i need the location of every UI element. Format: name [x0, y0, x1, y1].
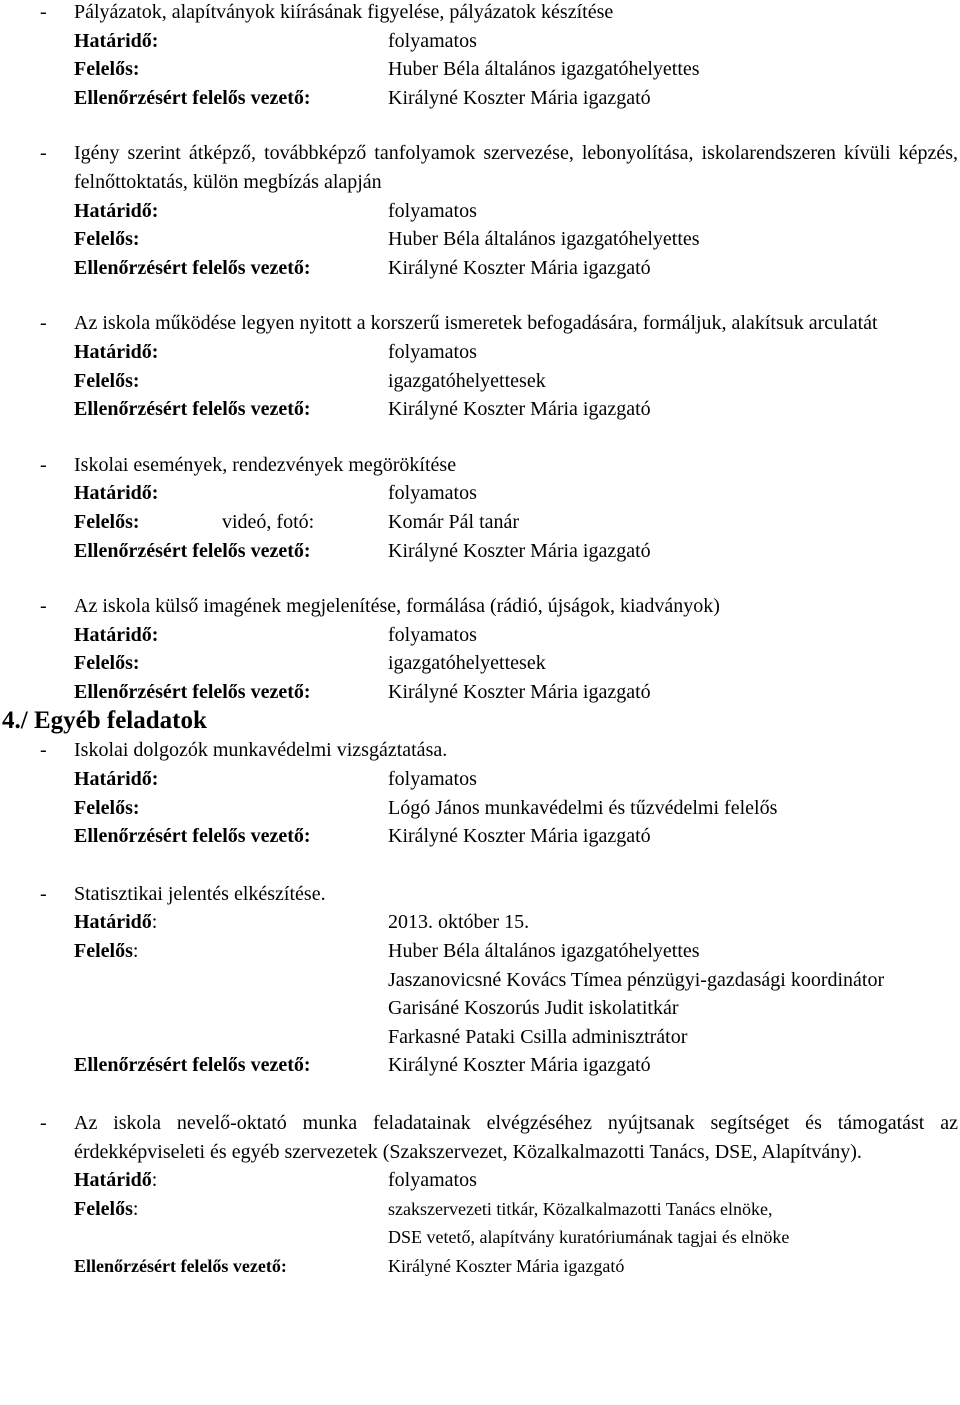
deadline-row	[0, 908, 960, 937]
supervisor-row	[0, 254, 960, 283]
responsible-value: Jaszanovicsné Kovács Tímea pénzügyi-gazdasági koordinátor	[388, 968, 885, 991]
supervisor-row	[0, 537, 960, 566]
task-item	[0, 139, 960, 196]
responsible-list	[388, 1195, 958, 1252]
deadline-value: folyamatos	[388, 340, 477, 363]
supervisor-label: Ellenőrzésért felelős vezető:	[74, 256, 311, 279]
deadline-value: folyamatos	[388, 29, 477, 52]
supervisor-value: Királyné Koszter Mária igazgató	[388, 680, 651, 703]
responsible-label: Felelős:	[74, 652, 140, 675]
task-block-4	[0, 451, 960, 565]
responsible-row	[0, 649, 960, 678]
section-heading	[0, 706, 960, 736]
deadline-label: Határidő:	[74, 199, 159, 222]
task-item	[0, 880, 960, 909]
task-text: Statisztikai jelentés elkészítése.	[74, 882, 326, 905]
task-item	[0, 736, 960, 765]
supervisor-value: Királyné Koszter Mária igazgató	[388, 256, 651, 279]
supervisor-value: Királyné Koszter Mária igazgató	[388, 539, 651, 562]
deadline-row	[0, 27, 960, 56]
task-text: Igény szerint átképző, továbbképző tanfolyamok szervezése, lebonyolítása, iskolarendszeren kívüli képzés, felnőttoktatás, külön megbízás alapján	[74, 142, 958, 193]
section-title: Egyéb feladatok	[33, 707, 207, 735]
supervisor-value: Királyné Koszter Mária igazgató	[388, 825, 651, 848]
deadline-value: 2013. október 15.	[388, 911, 530, 934]
responsible-label: Felelős:	[74, 369, 140, 392]
task-block-3	[0, 309, 960, 423]
deadline-row	[0, 479, 960, 508]
responsible-label: Felelős:	[74, 228, 140, 251]
task-item	[0, 0, 960, 27]
supervisor-row	[0, 84, 960, 113]
deadline-value: folyamatos	[388, 1169, 477, 1192]
task-item	[0, 451, 960, 480]
responsible-row	[0, 55, 960, 84]
responsible-value: Komár Pál tanár	[388, 510, 520, 533]
deadline-value: folyamatos	[388, 199, 477, 222]
responsible-list	[388, 937, 958, 1051]
list-dash: -	[40, 882, 47, 905]
responsible-value: Huber Béla általános igazgatóhelyettes	[388, 58, 700, 81]
deadline-label: Határidő:	[74, 768, 159, 791]
deadline-row	[0, 338, 960, 367]
task-item	[0, 1109, 960, 1166]
task-item	[0, 309, 960, 338]
supervisor-value: Királyné Koszter Mária igazgató	[388, 86, 651, 109]
deadline-row	[0, 1166, 960, 1195]
supervisor-row	[0, 822, 960, 851]
responsible-row	[0, 508, 960, 537]
responsible-value: DSE vetető, alapítvány kuratóriumának tagjai és elnöke	[388, 1227, 790, 1248]
task-block-2	[0, 139, 960, 282]
task-block-1	[0, 0, 960, 112]
deadline-row	[0, 197, 960, 226]
deadline-label: Határidő:	[74, 1169, 158, 1192]
supervisor-label: Ellenőrzésért felelős vezető:	[74, 1255, 287, 1276]
list-dash: -	[40, 142, 47, 165]
supervisor-label: Ellenőrzésért felelős vezető:	[74, 1054, 311, 1077]
supervisor-value: Királyné Koszter Mária igazgató	[388, 398, 651, 421]
deadline-label: Határidő:	[74, 340, 159, 363]
responsible-value: igazgatóhelyettesek	[388, 652, 546, 675]
responsible-value: Huber Béla általános igazgatóhelyettes	[388, 228, 700, 251]
list-dash: -	[40, 1112, 47, 1134]
responsible-label: Felelős:	[74, 796, 140, 819]
responsible-value: Lógó János munkavédelmi és tűzvédelmi felelős	[388, 796, 778, 819]
list-dash: -	[40, 595, 47, 618]
supervisor-label: Ellenőrzésért felelős vezető:	[74, 86, 311, 109]
task-text: Iskolai események, rendezvények megörökítése	[74, 453, 457, 476]
deadline-label: Határidő:	[74, 623, 159, 646]
supervisor-row	[0, 678, 960, 707]
task-text: Az iskola nevelő-oktató munka feladatainak elvégzéséhez nyújtsanak segítséget és támogatást az érdekképviseleti és egyéb szervezetek (Szakszervezet, Közalkalmazotti Tanács, DSE, Alapítvány).	[74, 1112, 958, 1163]
responsible-row	[0, 1195, 960, 1252]
responsible-row	[0, 937, 960, 1051]
task-text: Iskolai dolgozók munkavédelmi vizsgáztatása.	[74, 739, 448, 762]
list-dash: -	[40, 312, 47, 335]
supervisor-row	[0, 1252, 960, 1281]
deadline-label: Határidő:	[74, 482, 159, 505]
supervisor-label: Ellenőrzésért felelős vezető:	[74, 398, 311, 421]
deadline-label: Határidő:	[74, 911, 158, 934]
section-number: 4./	[2, 707, 28, 735]
list-dash: -	[40, 739, 47, 762]
section-task-block-1	[0, 736, 960, 850]
supervisor-label: Ellenőrzésért felelős vezető:	[74, 680, 311, 703]
responsible-value: Farkasné Pataki Csilla adminisztrátor	[388, 1025, 688, 1048]
deadline-value: folyamatos	[388, 623, 477, 646]
supervisor-row	[0, 1051, 960, 1080]
supervisor-value: Királyné Koszter Mária igazgató	[388, 1054, 651, 1077]
responsible-value: Garisáné Koszorús Judit iskolatitkár	[388, 997, 679, 1020]
task-block-5	[0, 592, 960, 706]
section-task-block-2	[0, 880, 960, 1080]
responsible-row	[0, 225, 960, 254]
deadline-row	[0, 621, 960, 650]
deadline-label: Határidő:	[74, 29, 159, 52]
responsible-value: igazgatóhelyettesek	[388, 369, 546, 392]
deadline-value: folyamatos	[388, 768, 477, 791]
responsible-label: Felelős:	[74, 58, 140, 81]
responsible-label: Felelős:	[74, 940, 139, 963]
supervisor-row	[0, 395, 960, 424]
responsible-sublabel: videó, fotó:	[222, 510, 315, 533]
responsible-row	[0, 794, 960, 823]
supervisor-value: Királyné Koszter Mária igazgató	[388, 1255, 625, 1276]
task-text: Az iskola külső imagének megjelenítése, formálása (rádió, újságok, kiadványok)	[74, 595, 720, 618]
responsible-value: Huber Béla általános igazgatóhelyettes	[388, 940, 700, 963]
responsible-label: Felelős:	[74, 510, 140, 533]
task-text: Pályázatok, alapítványok kiírásának figyelése, pályázatok készítése	[74, 1, 614, 23]
section-task-block-3	[0, 1109, 960, 1281]
task-item	[0, 592, 960, 621]
responsible-label: Felelős:	[74, 1197, 139, 1220]
list-dash: -	[40, 453, 47, 476]
deadline-value: folyamatos	[388, 482, 477, 505]
responsible-value: szakszervezeti titkár, Közalkalmazotti Tanács elnöke,	[388, 1198, 773, 1219]
supervisor-label: Ellenőrzésért felelős vezető:	[74, 825, 311, 848]
responsible-row	[0, 367, 960, 396]
list-dash: -	[40, 1, 47, 23]
task-text: Az iskola működése legyen nyitott a korszerű ismeretek befogadására, formáljuk, alakítsuk arculatát	[74, 312, 878, 335]
deadline-row	[0, 765, 960, 794]
supervisor-label: Ellenőrzésért felelős vezető:	[74, 539, 311, 562]
